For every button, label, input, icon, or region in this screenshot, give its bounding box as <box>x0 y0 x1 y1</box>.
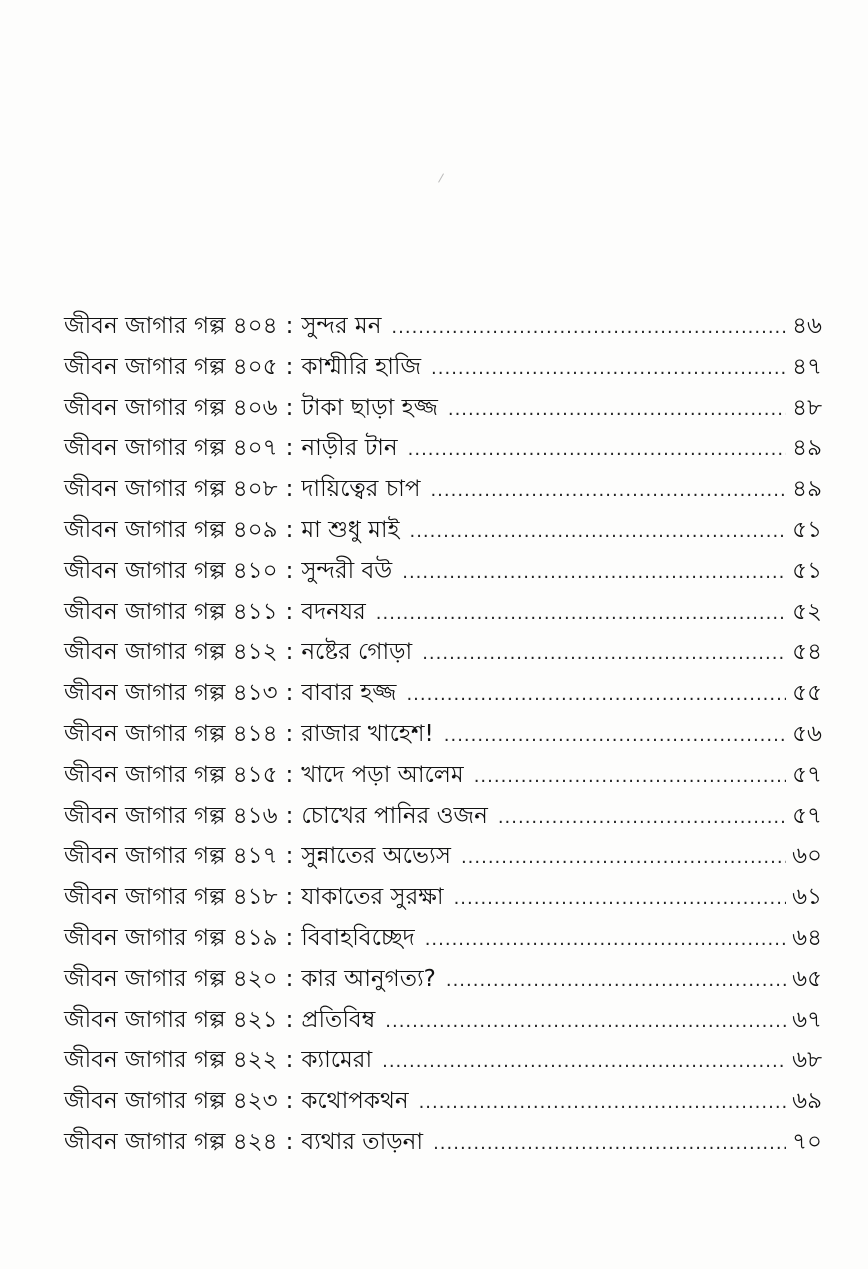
toc-entry-label: জীবন জাগার গল্প ৪১৮ <box>64 884 278 911</box>
toc-entry-title: সুন্দরী বউ <box>301 557 393 584</box>
dot-leader <box>454 879 786 920</box>
toc-entry-separator: : <box>285 1128 294 1155</box>
dot-leader <box>376 594 786 635</box>
dot-leader <box>446 961 786 1002</box>
toc-entry <box>64 836 822 877</box>
toc-entry <box>64 632 822 673</box>
toc-entry-page-number: ৫১ <box>792 557 822 584</box>
toc-entry-page-number: ৬৭ <box>792 1006 822 1033</box>
toc-entry-separator: : <box>285 394 294 421</box>
toc-entry-label: জীবন জাগার গল্প ৪১৩ <box>64 680 278 707</box>
toc-entry <box>64 918 822 959</box>
dot-leader <box>433 1124 786 1165</box>
toc-entry <box>64 592 822 633</box>
toc-entry-separator: : <box>285 884 294 911</box>
toc-entry-separator: : <box>285 802 294 829</box>
dot-leader <box>425 920 786 961</box>
dot-leader <box>406 675 786 716</box>
toc-entry-page-number: ৭০ <box>792 1128 822 1155</box>
toc-entry <box>64 1081 822 1122</box>
toc-entry-title: নাড়ীর টান <box>301 435 398 462</box>
toc-entry-title: বদনযর <box>301 598 366 625</box>
dot-leader <box>422 634 786 675</box>
toc-entry-page-number: ৫৬ <box>792 720 822 747</box>
toc-entry-title: কার আনুগত্য? <box>301 965 436 992</box>
toc-entry-label: জীবন জাগার গল্প ৪১৪ <box>64 720 278 747</box>
toc-entry <box>64 388 822 429</box>
toc-entry <box>64 755 822 796</box>
toc-entry-title: বিবাহবিচ্ছেদ <box>301 924 415 951</box>
dot-leader <box>448 390 786 431</box>
toc-entry-title: দায়িত্বের চাপ <box>301 476 421 503</box>
toc-entry-title: টাকা ছাড়া হজ্জ <box>301 394 438 421</box>
toc-entry-title: নষ্টের গোড়া <box>301 639 413 666</box>
toc-entry-title: চোখের পানির ওজন <box>301 802 488 829</box>
toc-entry-separator: : <box>285 435 294 462</box>
toc-entry-title: খাদে পড়া আলেম <box>301 761 464 788</box>
toc-entry-page-number: ৫১ <box>792 516 822 543</box>
toc-entry-page-number: ৬৫ <box>792 965 822 992</box>
toc-entry-label: জীবন জাগার গল্প ৪০৭ <box>64 435 278 462</box>
toc-entry-label: জীবন জাগার গল্প ৪১১ <box>64 598 278 625</box>
dot-leader <box>382 1042 786 1083</box>
toc-entry-title: রাজার খাহেশ! <box>301 720 434 747</box>
toc-entry <box>64 1122 822 1163</box>
toc-entry-label: জীবন জাগার গল্প ৪১০ <box>64 557 278 584</box>
toc-entry-title: সুন্দর মন <box>301 313 382 339</box>
toc-entry-label: জীবন জাগার গল্প ৪২৪ <box>64 1128 278 1155</box>
toc-entry-title: সুন্নাতের অভ্যেস <box>301 843 451 870</box>
toc-entry-separator: : <box>285 639 294 666</box>
toc-entry-page-number: ৪৭ <box>792 353 822 380</box>
toc-entry-separator: : <box>285 924 294 951</box>
toc-entry-page-number: ৫৭ <box>792 761 822 788</box>
toc-entry-page-number: ৫২ <box>792 598 822 625</box>
dot-leader <box>409 512 786 553</box>
toc-entry-label: জীবন জাগার গল্প ৪১৫ <box>64 761 278 788</box>
toc-entry-separator: : <box>285 313 294 339</box>
toc-entry-separator: : <box>285 1088 294 1115</box>
toc-entry-title: যাকাতের সুরক্ষা <box>301 884 444 911</box>
toc-entry-title: কথোপকথন <box>301 1088 409 1115</box>
toc-entry-separator: : <box>285 965 294 992</box>
toc-entry-separator: : <box>285 516 294 543</box>
dot-leader <box>385 1002 786 1043</box>
dot-leader <box>408 430 786 471</box>
toc-entry-label: জীবন জাগার গল্প ৪০৮ <box>64 476 278 503</box>
toc-entry-separator: : <box>285 1006 294 1033</box>
toc-entry-page-number: ৪৮ <box>792 394 822 421</box>
dot-leader <box>474 757 786 798</box>
toc-entry-label: জীবন জাগার গল্প ৪০৯ <box>64 516 278 543</box>
toc-entry-title: কাশ্মীরি হাজি <box>301 353 422 380</box>
toc-entry-page-number: ৫৫ <box>792 680 822 707</box>
dot-leader <box>430 471 786 512</box>
toc-entry-label: জীবন জাগার গল্প ৪২৩ <box>64 1088 278 1115</box>
toc-entry-separator: : <box>285 557 294 584</box>
toc-entry-label: জীবন জাগার গল্প ৪০৫ <box>64 353 278 380</box>
toc-entry <box>64 428 822 469</box>
toc-entry-title: ব্যথার তাড়না <box>301 1128 424 1155</box>
toc-entry-label: জীবন জাগার গল্প ৪১৬ <box>64 802 278 829</box>
toc-entry <box>64 673 822 714</box>
toc-entry-page-number: ৪৯ <box>792 435 822 462</box>
toc-entry-label: জীবন জাগার গল্প ৪২২ <box>64 1047 278 1074</box>
toc-entry <box>64 877 822 918</box>
toc-entry-label: জীবন জাগার গল্প ৪২১ <box>64 1006 278 1033</box>
toc-entry <box>64 1040 822 1081</box>
toc-entry-page-number: ৪৯ <box>792 476 822 503</box>
toc-entry-separator: : <box>285 598 294 625</box>
toc-entry-title: বাবার হজ্জ <box>301 680 397 707</box>
toc-entry-page-number: ৪৬ <box>792 313 822 339</box>
toc-entry-separator: : <box>285 680 294 707</box>
toc-entry-separator: : <box>285 761 294 788</box>
dot-leader <box>431 349 786 390</box>
toc-entry <box>64 510 822 551</box>
toc-entry-separator: : <box>285 720 294 747</box>
toc-entry-page-number: ৫৭ <box>792 802 822 829</box>
toc-entry <box>64 551 822 592</box>
toc-entry-title: প্রতিবিম্ব <box>301 1006 376 1033</box>
toc-entry-page-number: ৬১ <box>792 884 822 911</box>
toc-entry <box>64 347 822 388</box>
toc-entry-label: জীবন জাগার গল্প ৪০৬ <box>64 394 278 421</box>
dot-leader <box>419 1083 786 1124</box>
toc-entry-title: ক্যামেরা <box>301 1047 373 1074</box>
toc-entry-separator: : <box>285 1047 294 1074</box>
toc-entry-label: জীবন জাগার গল্প ৪১৯ <box>64 924 278 951</box>
toc-entry-separator: : <box>285 476 294 503</box>
toc-entry-page-number: ৬৪ <box>792 924 822 951</box>
toc-entry-label: জীবন জাগার গল্প ৪১২ <box>64 639 278 666</box>
toc-entry-page-number: ৬৯ <box>792 1088 822 1115</box>
table-of-contents <box>64 306 822 1163</box>
toc-entry-separator: : <box>285 843 294 870</box>
toc-entry <box>64 469 822 510</box>
toc-entry-label: জীবন জাগার গল্প ৪১৭ <box>64 843 278 870</box>
dot-leader <box>402 553 786 594</box>
toc-entry <box>64 796 822 837</box>
toc-entry <box>64 959 822 1000</box>
toc-entry <box>64 306 822 347</box>
dot-leader <box>461 838 786 879</box>
print-mark <box>438 173 451 186</box>
dot-leader <box>498 798 786 839</box>
toc-entry-page-number: ৬০ <box>792 843 822 870</box>
toc-entry-title: মা শুধু মাই <box>301 516 400 543</box>
dot-leader <box>391 308 786 349</box>
toc-entry-label: জীবন জাগার গল্প ৪২০ <box>64 965 278 992</box>
toc-entry <box>64 1000 822 1041</box>
toc-entry-page-number: ৬৮ <box>792 1047 822 1074</box>
toc-entry-label: জীবন জাগার গল্প ৪০৪ <box>64 313 278 339</box>
toc-entry <box>64 714 822 755</box>
toc-entry-page-number: ৫৪ <box>792 639 822 666</box>
toc-entry-separator: : <box>285 353 294 380</box>
dot-leader <box>444 716 786 757</box>
